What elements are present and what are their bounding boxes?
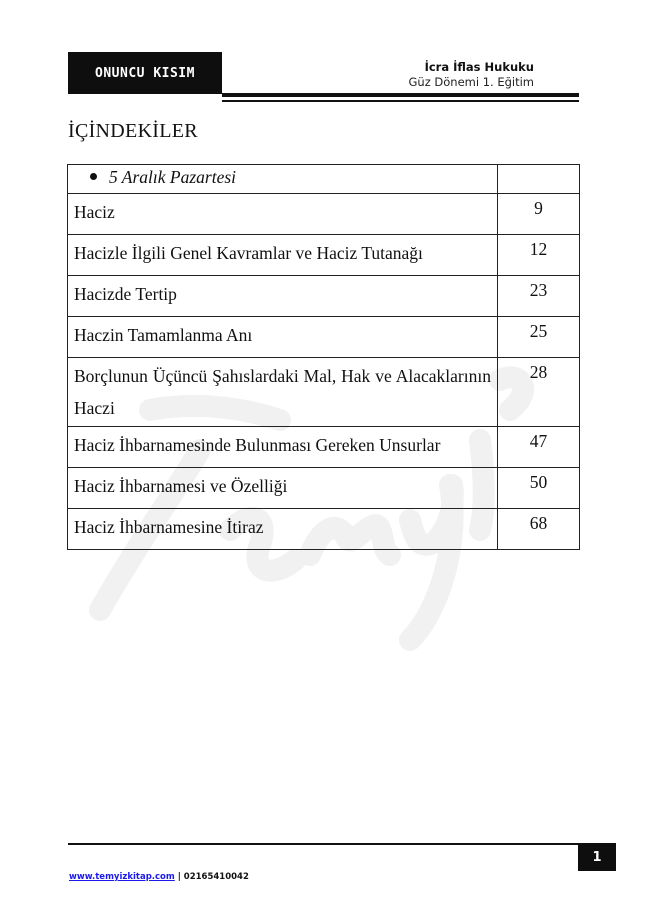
toc-entry-page: 25 [498,317,580,358]
toc-day-row [68,165,580,194]
website-link[interactable]: www.temyizkitap.com [69,872,175,882]
page-number: 1 [592,849,602,865]
toc-entry-page: 23 [498,276,580,317]
footer [69,872,249,882]
toc-entry-title: Hacizle İlgili Genel Kavramlar ve Haciz Tutanağı [68,235,498,276]
toc-entry-title: Haciz İhbarnamesine İtiraz [68,509,498,550]
toc-row[interactable] [68,276,580,317]
footer-rule [68,843,578,845]
toc-table [67,164,580,550]
toc-entry-title: Hacizde Tertip [68,276,498,317]
toc-entry-title: Haciz İhbarnamesi ve Özelliği [68,468,498,509]
toc-heading: İÇİNDEKİLER [68,120,198,142]
toc-row[interactable] [68,427,580,468]
toc-entry-page: 50 [498,468,580,509]
day-label: 5 Aralık Pazartesi [109,167,237,187]
page-number-box [578,843,616,871]
phone-number: 02165410042 [183,872,249,882]
toc-row[interactable] [68,358,580,427]
toc-entry-page: 12 [498,235,580,276]
section-label: ONUNCU KISIM [95,65,195,81]
header-rule-thin [222,100,579,102]
toc-row[interactable] [68,509,580,550]
toc-row[interactable] [68,317,580,358]
toc-entry-title: Borçlunun Üçüncü Şahıslardaki Mal, Hak ve Alacaklarının Haczi [68,358,498,427]
section-badge [68,52,222,94]
toc-entry-page: 68 [498,509,580,550]
toc-entry-page: 47 [498,427,580,468]
toc-entry-title: Haczin Tamamlanma Anı [68,317,498,358]
course-title: İcra İflas Hukuku [424,60,534,74]
toc-entry-page: 9 [498,194,580,235]
bullet-icon [90,173,97,180]
toc-entry-title: Haciz [68,194,498,235]
footer-separator: | [177,872,181,882]
term-label: Güz Dönemi 1. Eğitim [408,75,534,89]
header-rule-thick [222,93,579,97]
toc-entry-page: 28 [498,358,580,427]
toc-row[interactable] [68,194,580,235]
toc-row[interactable] [68,235,580,276]
toc-row[interactable] [68,468,580,509]
toc-entry-title: Haciz İhbarnamesinde Bulunması Gereken Unsurlar [68,427,498,468]
